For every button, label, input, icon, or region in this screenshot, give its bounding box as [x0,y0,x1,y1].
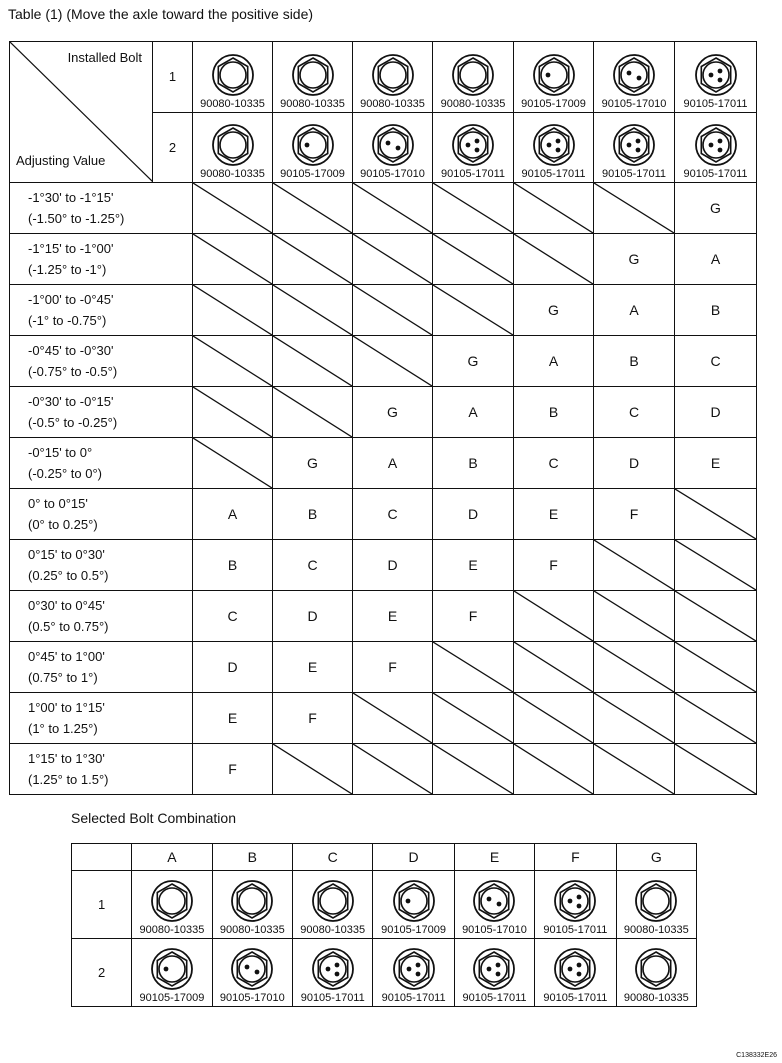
adjust-range-label [10,591,193,642]
part-number: 90105-17011 [683,97,748,110]
not-applicable-cell [273,744,353,795]
part-number: 90080-10335 [219,924,285,936]
not-applicable-cell [353,285,433,336]
combination-letter: E [433,540,514,591]
bolt-head-icon [211,53,255,97]
adjust-row [10,744,757,795]
not-applicable-cell [675,642,757,693]
combination-letter: E [353,591,433,642]
not-applicable-cell [433,693,514,744]
part-number: 90080-10335 [623,992,689,1004]
adjust-row [10,234,757,285]
combo-letter-header: E [454,844,534,871]
diagonal-slash [353,336,432,386]
adjust-row [10,438,757,489]
range-degrees: (-0.25° to 0°) [28,466,102,481]
diagonal-slash [514,744,593,794]
bolt-cell [535,871,616,939]
bolt-head-icon [553,879,597,923]
part-number: 90080-10335 [440,97,506,110]
bolt-cell [594,112,675,183]
bolt-head-icon [634,947,678,991]
diagonal-slash [273,336,352,386]
bolt-cell [132,871,212,939]
diagonal-slash [594,591,674,641]
combination-letter: F [433,591,514,642]
installed-bolt-row [10,42,757,113]
adjust-row [10,489,757,540]
part-number: 90080-10335 [139,924,205,936]
diagonal-slash [353,183,432,233]
range-degrees: (0.75° to 1°) [28,670,98,685]
adjust-range-label [10,642,193,693]
combination-letter: D [675,387,757,438]
range-minutes: 0°30' to 0°45' [28,598,105,613]
combination-letter: B [514,387,594,438]
combination-letter: D [594,438,675,489]
bolt-cell [594,42,675,113]
not-applicable-cell [433,183,514,234]
combination-letter: A [675,234,757,285]
range-minutes: 0°15' to 0°30' [28,547,105,562]
bolt-cell [675,112,757,183]
diagonal-slash [433,183,513,233]
not-applicable-cell [433,744,514,795]
not-applicable-cell [353,693,433,744]
bolt-cell [212,871,292,939]
combination-letter: E [514,489,594,540]
bolt-cell [454,939,534,1007]
not-applicable-cell [353,234,433,285]
range-degrees: (-1° to -0.75°) [28,313,107,328]
part-number: 90105-17011 [521,168,586,180]
not-applicable-cell [193,438,273,489]
not-applicable-cell [594,693,675,744]
part-number: 90105-17011 [462,992,527,1004]
adjust-row [10,693,757,744]
combination-letter: B [193,540,273,591]
not-applicable-cell [353,744,433,795]
not-applicable-cell [433,234,514,285]
bolt-cell [514,112,594,183]
combination-letter: C [514,438,594,489]
bolt-head-icon [230,879,274,923]
bolt-head-icon [392,879,436,923]
diagonal-slash [193,285,272,335]
part-number: 90105-17011 [300,992,365,1004]
not-applicable-cell [675,540,757,591]
row-number: 2 [153,112,193,183]
adjust-row [10,285,757,336]
part-number: 90105-17011 [440,168,506,180]
bolt-head-icon [634,879,678,923]
bolt-cell [514,42,594,113]
bolt-cell [373,939,454,1007]
combination-letter: C [353,489,433,540]
bolt-cell [212,939,292,1007]
not-applicable-cell [594,540,675,591]
not-applicable-cell [273,336,353,387]
diagonal-slash [594,540,674,590]
bolt-head-icon [612,53,656,97]
combination-letter: A [193,489,273,540]
not-applicable-cell [193,387,273,438]
combination-letter: C [193,591,273,642]
combination-letter: C [594,387,675,438]
part-number: 90105-17011 [601,168,667,180]
part-number: 90105-17009 [381,924,447,936]
adjust-range-label [10,438,193,489]
part-number: 90080-10335 [200,168,265,180]
bolt-cell [193,42,273,113]
bolt-head-icon [371,53,415,97]
adjust-row [10,540,757,591]
diagonal-slash [514,693,593,743]
diagonal-slash [273,234,352,284]
bolt-cell [535,939,616,1007]
combo-bolt-row [72,939,697,1007]
not-applicable-cell [353,183,433,234]
bolt-head-icon [392,947,436,991]
combination-letter: G [594,234,675,285]
installed-bolt-label: Installed Bolt [67,50,142,65]
diagonal-slash [594,642,674,692]
not-applicable-cell [594,183,675,234]
table-title: Table (1) (Move the axle toward the positive side) [8,6,314,22]
bolt-head-icon [150,947,194,991]
part-number: 90105-17011 [543,924,608,936]
combo-letter-header: G [616,844,696,871]
combination-letter: G [273,438,353,489]
bolt-head-icon [291,53,335,97]
part-number: 90105-17009 [139,992,205,1004]
not-applicable-cell [353,336,433,387]
combo-header-row [72,844,697,871]
bolt-combination-table [71,843,697,1007]
diagonal-slash [193,438,272,488]
part-number: 90080-10335 [360,97,425,110]
adjust-row [10,387,757,438]
part-number: 90105-17010 [360,168,425,180]
bolt-head-icon [694,53,738,97]
not-applicable-cell [193,183,273,234]
range-minutes: -1°00' to -0°45' [28,292,114,307]
combination-letter: A [353,438,433,489]
diagonal-slash [433,234,513,284]
not-applicable-cell [514,693,594,744]
bolt-head-icon [311,947,355,991]
not-applicable-cell [514,234,594,285]
not-applicable-cell [514,591,594,642]
not-applicable-cell [514,183,594,234]
part-number: 90080-10335 [280,97,345,110]
combination-letter: F [353,642,433,693]
not-applicable-cell [433,285,514,336]
not-applicable-cell [594,744,675,795]
combination-letter: D [273,591,353,642]
combination-letter: D [193,642,273,693]
adjust-range-label [10,489,193,540]
diagonal-slash [514,183,593,233]
range-degrees: (0.25° to 0.5°) [28,568,109,583]
combo-bolt-row [72,871,697,939]
bolt-head-icon [472,947,516,991]
combo-letter-header: D [373,844,454,871]
adjust-range-label [10,744,193,795]
diagonal-slash [273,744,352,794]
bolt-head-icon [553,947,597,991]
combination-letter: G [514,285,594,336]
diagonal-slash [675,744,756,794]
combination-letter: E [675,438,757,489]
combination-letter: A [594,285,675,336]
adjust-range-label [10,387,193,438]
diagonal-slash [433,693,513,743]
not-applicable-cell [594,642,675,693]
combination-letter: E [193,693,273,744]
combo-letter-header: C [293,844,373,871]
bolt-cell [433,112,514,183]
range-minutes: 0°45' to 1°00' [28,649,105,664]
bolt-cell [454,871,534,939]
bolt-cell [273,42,353,113]
diagonal-slash [433,285,513,335]
diagonal-slash [594,693,674,743]
bolt-head-icon [211,123,255,167]
bolt-cell [373,871,454,939]
part-number: 90080-10335 [200,97,265,110]
range-degrees: (-1.25° to -1°) [28,262,107,277]
adjust-range-label [10,285,193,336]
combination-letter: G [353,387,433,438]
figure-code: C138332E26 [736,1052,777,1059]
bolt-head-icon [472,879,516,923]
range-minutes: -0°15' to 0° [28,445,93,460]
not-applicable-cell [273,234,353,285]
bolt-head-icon [612,123,656,167]
combination-letter: G [433,336,514,387]
diagonal-slash [514,591,593,641]
range-minutes: 0° to 0°15' [28,496,88,511]
bolt-head-icon [150,879,194,923]
not-applicable-cell [514,642,594,693]
adjust-range-label [10,234,193,285]
combination-letter: B [273,489,353,540]
header-corner-cell [10,42,153,183]
combination-letter: A [514,336,594,387]
range-minutes: 1°15' to 1°30' [28,751,105,766]
diagonal-slash [273,387,352,437]
diagonal-slash [193,234,272,284]
adjust-row [10,642,757,693]
part-number: 90105-17010 [219,992,285,1004]
combination-letter: E [273,642,353,693]
bolt-cell [433,42,514,113]
combination-letter: F [273,693,353,744]
combo-letter-header: B [212,844,292,871]
bolt-head-icon [451,123,495,167]
diagonal-slash [353,285,432,335]
part-number: 90105-17010 [462,924,527,936]
range-minutes: -0°30' to -0°15' [28,394,114,409]
bolt-cell [353,112,433,183]
diagonal-slash [675,591,756,641]
part-number: 90080-10335 [623,924,689,936]
combination-letter: F [594,489,675,540]
range-degrees: (1.25° to 1.5°) [28,772,109,787]
part-number: 90105-17011 [683,168,748,180]
bolt-cell [353,42,433,113]
bolt-cell [132,939,212,1007]
part-number: 90105-17009 [280,168,345,180]
diagonal-slash [353,693,432,743]
combo-title: Selected Bolt Combination [71,810,236,826]
adjust-range-label [10,336,193,387]
combo-corner-cell [72,844,132,871]
combination-letter: B [433,438,514,489]
not-applicable-cell [193,336,273,387]
bolt-cell [616,871,696,939]
combination-letter: A [433,387,514,438]
not-applicable-cell [675,744,757,795]
combination-letter: B [594,336,675,387]
range-degrees: (-1.50° to -1.25°) [28,211,125,226]
bolt-head-icon [532,53,576,97]
diagonal-slash [675,540,756,590]
not-applicable-cell [594,591,675,642]
diagonal-slash [353,744,432,794]
bolt-cell [293,939,373,1007]
combo-letter-header: F [535,844,616,871]
bolt-head-icon [311,879,355,923]
adjust-range-label [10,183,193,234]
adjust-row [10,591,757,642]
not-applicable-cell [273,183,353,234]
adjust-row [10,183,757,234]
not-applicable-cell [193,234,273,285]
row-number: 2 [72,939,132,1007]
part-number: 90105-17011 [381,992,446,1004]
diagonal-slash [675,642,756,692]
bolt-cell [193,112,273,183]
not-applicable-cell [273,285,353,336]
combination-letter: C [273,540,353,591]
adjusting-value-label: Adjusting Value [16,153,106,168]
diagonal-slash [353,234,432,284]
range-degrees: (0° to 0.25°) [28,517,98,532]
diagonal-slash [193,336,272,386]
adjust-range-label [10,540,193,591]
part-number: 90080-10335 [300,924,366,936]
not-applicable-cell [514,744,594,795]
diagonal-slash [193,183,272,233]
diagonal-slash [675,489,756,539]
bolt-cell [273,112,353,183]
combo-letter-header: A [132,844,212,871]
bolt-head-icon [291,123,335,167]
bolt-cell [616,939,696,1007]
not-applicable-cell [675,693,757,744]
bolt-cell [293,871,373,939]
diagonal-slash [273,183,352,233]
combination-letter: F [193,744,273,795]
range-degrees: (1° to 1.25°) [28,721,98,736]
diagonal-slash [193,387,272,437]
range-minutes: -1°15' to -1°00' [28,241,114,256]
diagonal-slash [433,642,513,692]
adjustment-table [9,41,757,795]
bolt-head-icon [532,123,576,167]
combination-letter: D [433,489,514,540]
range-minutes: -0°45' to -0°30' [28,343,114,358]
diagonal-slash [514,642,593,692]
combination-letter: D [353,540,433,591]
combination-letter: B [675,285,757,336]
not-applicable-cell [675,591,757,642]
bolt-cell [675,42,757,113]
range-degrees: (0.5° to 0.75°) [28,619,109,634]
bolt-head-icon [451,53,495,97]
diagonal-slash [594,744,674,794]
combination-letter: F [514,540,594,591]
row-number: 1 [153,42,193,113]
row-number: 1 [72,871,132,939]
combination-letter: C [675,336,757,387]
diagonal-slash [594,183,674,233]
part-number: 90105-17009 [521,97,586,110]
diagonal-slash [514,234,593,284]
diagonal-slash [273,285,352,335]
part-number: 90105-17011 [543,992,608,1004]
range-minutes: 1°00' to 1°15' [28,700,105,715]
not-applicable-cell [433,642,514,693]
bolt-head-icon [694,123,738,167]
diagonal-slash [433,744,513,794]
bolt-head-icon [230,947,274,991]
part-number: 90105-17010 [601,97,667,110]
combination-letter: G [675,183,757,234]
not-applicable-cell [675,489,757,540]
range-degrees: (-0.5° to -0.25°) [28,415,118,430]
bolt-head-icon [371,123,415,167]
not-applicable-cell [273,387,353,438]
diagonal-slash [675,693,756,743]
not-applicable-cell [193,285,273,336]
adjust-range-label [10,693,193,744]
range-degrees: (-0.75° to -0.5°) [28,364,118,379]
adjust-row [10,336,757,387]
range-minutes: -1°30' to -1°15' [28,190,114,205]
